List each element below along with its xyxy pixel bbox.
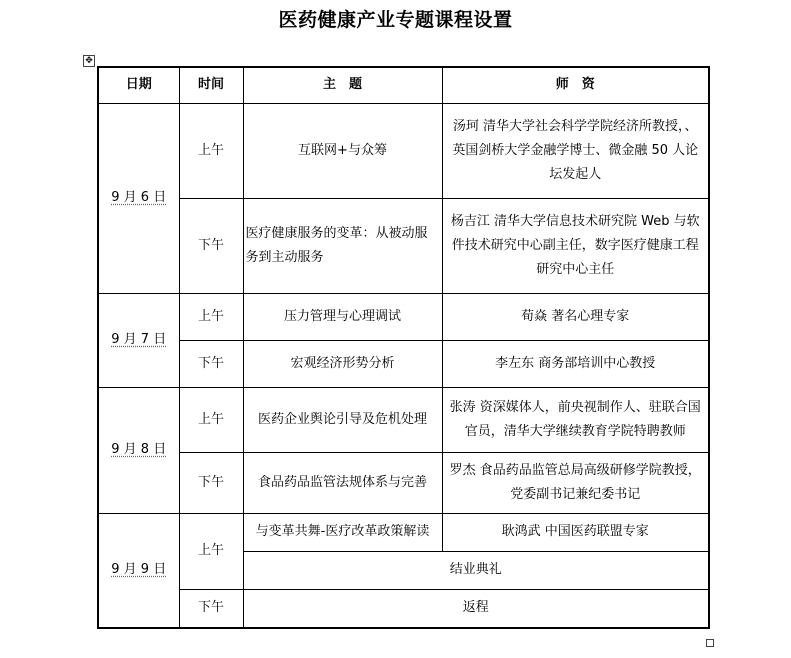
table-row: [98, 513, 709, 551]
header-date: 日期: [98, 67, 179, 103]
course-schedule-table: [97, 66, 710, 629]
table-header-row: [98, 67, 709, 103]
date-text: 9 月 6 日: [111, 190, 167, 205]
header-time: 时间: [179, 67, 243, 103]
date-text: 9 月 7 日: [111, 332, 167, 347]
table-row: [98, 293, 709, 340]
ceremony-cell: 结业典礼: [243, 551, 709, 589]
time-cell: 下午: [179, 198, 243, 293]
date-cell: [98, 513, 179, 628]
teacher-cell: [442, 198, 709, 293]
topic-cell: 与变革共舞-医疗改革政策解读: [243, 513, 442, 551]
header-teacher: 师 资: [442, 67, 709, 103]
teacher-text: 罗杰 食品药品监管总局高级研修学院教授，党委副书记兼纪委书记: [449, 462, 701, 502]
table-row: [98, 589, 709, 628]
topic-cell: 互联网+与众筹: [243, 103, 442, 198]
teacher-text: 张涛 资深媒体人，前央视制作人、驻联合国官员，清华大学继续教育学院特聘教师: [449, 399, 701, 439]
time-cell: 下午: [179, 452, 243, 513]
table-row: [98, 452, 709, 513]
page-title: 医药健康产业专题课程设置: [278, 9, 513, 31]
table-move-handle-icon[interactable]: ✥: [83, 55, 95, 67]
time-cell: 上午: [179, 293, 243, 340]
topic-cell: 医药企业舆论引导及危机处理: [243, 387, 442, 452]
teacher-cell: [442, 452, 709, 513]
return-cell: 返程: [243, 589, 709, 628]
date-cell: [98, 103, 179, 293]
topic-cell: 压力管理与心理调试: [243, 293, 442, 340]
date-text: 9 月 9 日: [111, 562, 167, 578]
teacher-text: 汤珂 清华大学社会科学学院经济所教授，、英国剑桥大学金融学博士、微金融 50 人论坛发起人: [452, 118, 699, 182]
time-cell: 上午: [179, 513, 243, 589]
table-resize-handle[interactable]: [706, 639, 714, 647]
table-row: [98, 198, 709, 293]
date-cell: [98, 293, 179, 387]
topic-cell: 医疗健康服务的变革：从被动服务到主动服务: [243, 198, 442, 293]
date-text: 9 月 8 日: [111, 442, 167, 457]
teacher-text: 杨吉江 清华大学信息技术研究院 Web 与软件技术研究中心副主任，数字医疗健康工程研究中心主任: [450, 213, 700, 277]
topic-cell: 食品药品监管法规体系与完善: [243, 452, 442, 513]
time-cell: 上午: [179, 103, 243, 198]
time-cell: 下午: [179, 589, 243, 628]
header-topic: 主 题: [243, 67, 442, 103]
teacher-cell: [442, 387, 709, 452]
table-row: [98, 103, 709, 198]
teacher-cell: 李左东 商务部培训中心教授: [442, 340, 709, 387]
teacher-cell: 耿鸿武 中国医药联盟专家: [442, 513, 709, 551]
time-cell: 上午: [179, 387, 243, 452]
date-cell: [98, 387, 179, 513]
teacher-cell: 荀焱 著名心理专家: [442, 293, 709, 340]
table-row: [98, 340, 709, 387]
teacher-cell: [442, 103, 709, 198]
topic-cell: 宏观经济形势分析: [243, 340, 442, 387]
time-cell: 下午: [179, 340, 243, 387]
table-row: [98, 387, 709, 452]
